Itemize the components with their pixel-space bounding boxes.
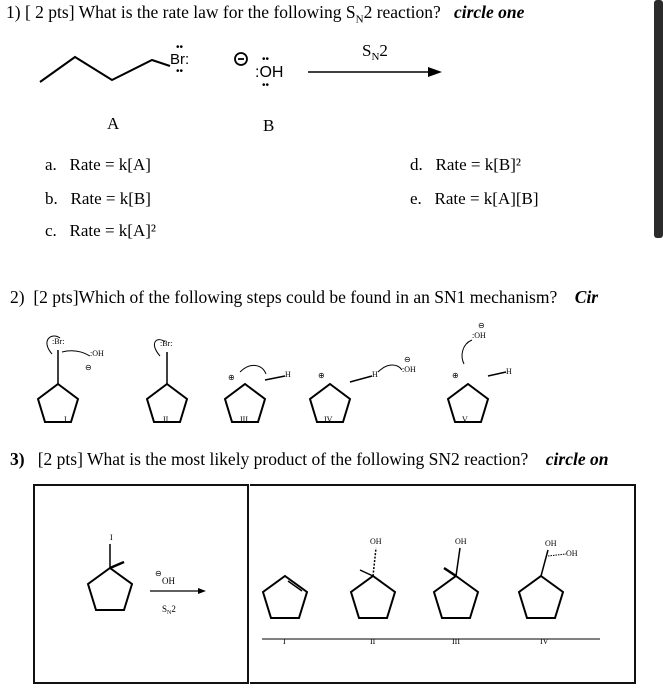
svg-text::OH: :OH	[472, 331, 486, 340]
step-label-iii: III	[240, 415, 248, 424]
bromine-lone-pair-bottom: ••	[176, 66, 184, 77]
reagent-charge-icon: ⊖	[155, 569, 162, 578]
step-label-i: I	[64, 415, 67, 424]
svg-text::Br:: :Br:	[160, 339, 173, 348]
compound-label-a: A	[107, 114, 120, 133]
svg-text:⊖: ⊖	[85, 363, 92, 372]
product-ii-structure	[351, 537, 395, 618]
product-label-i: I	[283, 637, 286, 646]
svg-text:OH: OH	[545, 539, 557, 548]
hydroxide-label: :OH	[255, 64, 284, 81]
question-3-text: 3) [2 pts] What is the most likely product of the following SN2 reaction? circle on	[10, 449, 609, 469]
svg-text:H: H	[506, 367, 512, 376]
arrow-label-q3: $S_N2$	[162, 604, 176, 616]
svg-text:OH: OH	[455, 537, 467, 546]
product-iv-structure	[519, 539, 578, 618]
option-d[interactable]: d. Rate = k[B]²	[410, 155, 521, 174]
bromine-lone-pair-top: ••	[176, 42, 184, 53]
question-3-reaction-scheme	[0, 484, 663, 684]
oxygen-lone-pair-bottom: ••	[262, 80, 270, 91]
step-label-ii: II	[163, 415, 169, 424]
step-label-iv: IV	[324, 415, 333, 424]
question-3-instruction: circle on	[545, 449, 609, 469]
question-1-text: 1) [ 2 pts] What is the rate law for the following $S_N2$ reaction? circle one	[6, 2, 525, 26]
svg-text:H: H	[285, 370, 291, 379]
option-e[interactable]: e. Rate = k[A][B]	[410, 189, 539, 208]
step-label-v: V	[462, 415, 468, 424]
question-2-text: 2) [2 pts]Which of the following steps could be found in an SN1 mechanism? Cir	[10, 287, 599, 307]
product-label-iii: III	[452, 637, 460, 646]
question-2-mechanism-steps	[0, 310, 663, 430]
svg-text::Br:: :Br:	[52, 337, 65, 346]
svg-text:OH: OH	[370, 537, 382, 546]
question-1-instruction: circle one	[453, 2, 525, 22]
bromobutane-chain	[40, 57, 170, 82]
step-v-structure	[448, 321, 512, 422]
step-i-structure	[38, 336, 104, 422]
option-a[interactable]: a. Rate = k[A]	[45, 155, 151, 174]
svg-text:⊕: ⊕	[228, 373, 235, 382]
product-label-ii: II	[370, 637, 376, 646]
svg-text:⊕: ⊕	[318, 371, 325, 380]
product-label-iv: IV	[540, 637, 549, 646]
svg-text:⊖: ⊖	[478, 321, 485, 330]
svg-text:I: I	[110, 533, 113, 542]
svg-text::OH: :OH	[402, 365, 416, 374]
svg-text:H: H	[372, 370, 378, 379]
option-b[interactable]: b. Rate = k[B]	[45, 189, 151, 208]
question-1-reaction-scheme	[0, 30, 663, 140]
oxygen-lone-pair-top: ••	[262, 54, 270, 65]
reagent-label: OH	[162, 576, 175, 586]
reactant-structure	[88, 533, 132, 610]
product-i-structure	[263, 576, 307, 618]
svg-text:⊕: ⊕	[452, 371, 459, 380]
svg-text:OH: OH	[566, 549, 578, 558]
compound-label-b: B	[263, 116, 275, 135]
step-ii-structure	[147, 339, 187, 422]
arrow-label-sn2: $S_N2$	[362, 41, 388, 63]
bromine-label: Br:	[170, 51, 190, 68]
question-2-instruction: Cir	[574, 287, 599, 307]
option-c[interactable]: c. Rate = k[A]²	[45, 221, 156, 240]
step-iv-structure	[310, 355, 416, 422]
product-iii-structure	[434, 537, 478, 618]
step-iii-structure	[225, 365, 291, 422]
svg-text:⊖: ⊖	[404, 355, 411, 364]
svg-text::OH: :OH	[90, 349, 104, 358]
